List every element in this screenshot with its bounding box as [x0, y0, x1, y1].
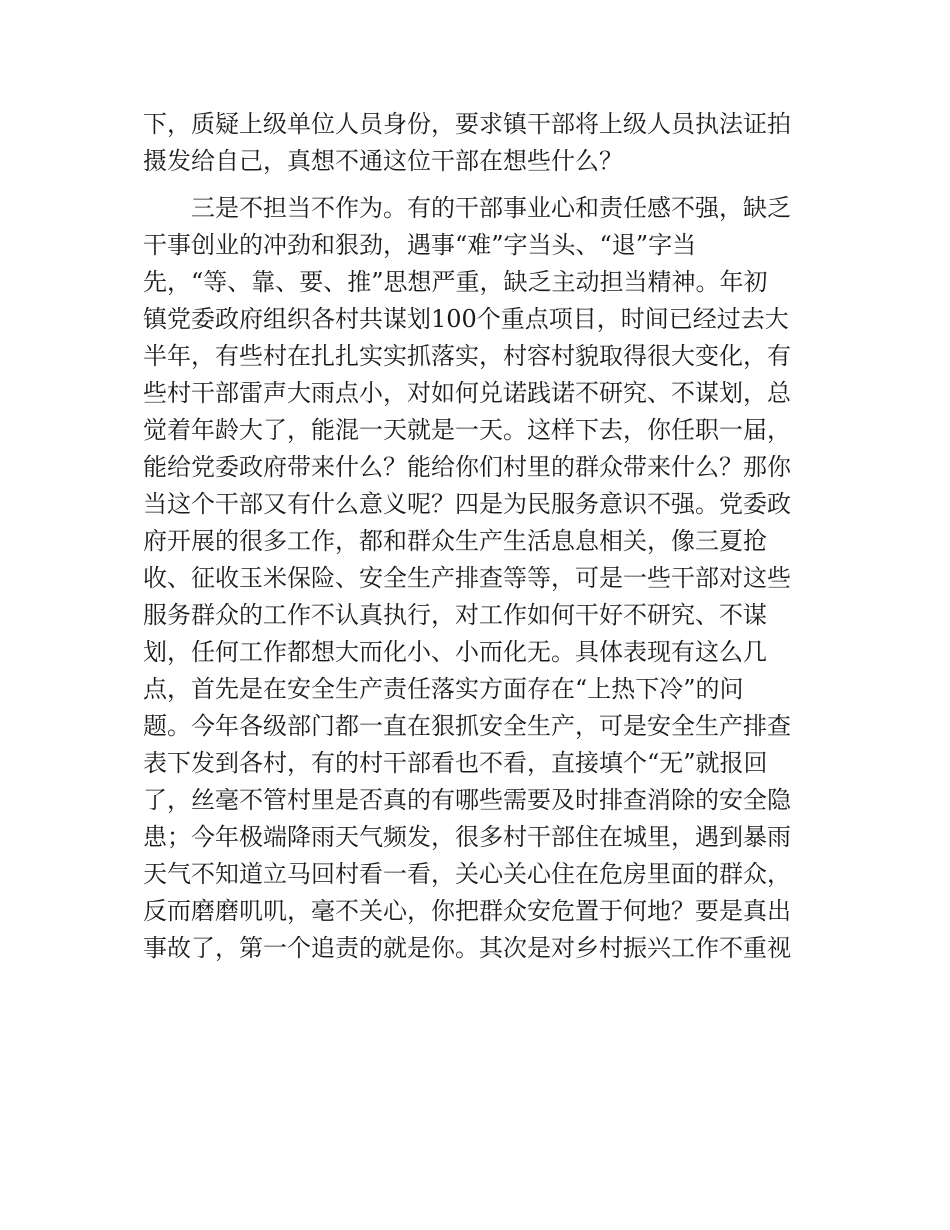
- text-line: 些村干部雷声大雨点小，对如何兑诺践诺不研究、不谋划，总: [143, 379, 791, 407]
- text-line: 患；今年极端降雨天气频发，很多村干部住在城里，遇到暴雨: [143, 823, 791, 851]
- text-line: 能给党委政府带来什么？能给你们村里的群众带来什么？那你: [143, 453, 791, 481]
- text-line: 划，任何工作都想大而化小、小而化无。具体表现有这么几: [143, 638, 767, 666]
- text-line: 天气不知道立马回村看一看，关心关心住在危房里面的群众，: [143, 860, 791, 888]
- text-line: 先，“等、靠、要、推”思想严重，缺乏主动担当精神。年初: [143, 268, 768, 296]
- text-line: 点，首先是在安全生产责任落实方面存在“上热下冷”的问: [143, 675, 744, 703]
- paragraph-gap: [143, 180, 818, 190]
- text-line: 题。今年各级部门都一直在狠抓安全生产，可是安全生产排查: [143, 712, 791, 740]
- text-line: 下，质疑上级单位人员身份，要求镇干部将上级人员执法证拍: [143, 110, 791, 138]
- text-line-indented: 三是不担当不作为。有的干部事业心和责任感不强，缺乏: [191, 194, 791, 222]
- text-line: 事故了，第一个追责的就是你。其次是对乡村振兴工作不重视: [143, 934, 791, 962]
- text-line: 府开展的很多工作，都和群众生产生活息息相关，像三夏抢: [143, 527, 767, 555]
- paragraph-2: [143, 190, 818, 967]
- text-line: 表下发到各村，有的村干部看也不看，直接填个“无”就报回: [143, 749, 768, 777]
- text-line: 干事创业的冲劲和狠劲，遇事“难”字当头、“退”字当: [143, 231, 697, 259]
- text-line: 半年，有些村在扎扎实实抓落实，村容村貌取得很大变化，有: [143, 342, 791, 370]
- text-line: 当这个干部又有什么意义呢？四是为民服务意识不强。党委政: [143, 490, 791, 518]
- text-line: 了，丝毫不管村里是否真的有哪些需要及时排查消除的安全隐: [143, 786, 791, 814]
- text-line: 觉着年龄大了，能混一天就是一天。这样下去，你任职一届，: [143, 416, 791, 444]
- document-body: [143, 106, 818, 967]
- text-line: 收、征收玉米保险、安全生产排查等等，可是一些干部对这些: [143, 564, 791, 592]
- text-line: 摄发给自己，真想不通这位干部在想些什么？: [143, 147, 623, 175]
- text-line: 反而磨磨叽叽，毫不关心，你把群众安危置于何地？要是真出: [143, 897, 791, 925]
- paragraph-1: [143, 106, 818, 180]
- text-line: 服务群众的工作不认真执行，对工作如何干好不研究、不谋: [143, 601, 767, 629]
- text-line: 镇党委政府组织各村共谋划100个重点项目，时间已经过去大: [143, 305, 789, 333]
